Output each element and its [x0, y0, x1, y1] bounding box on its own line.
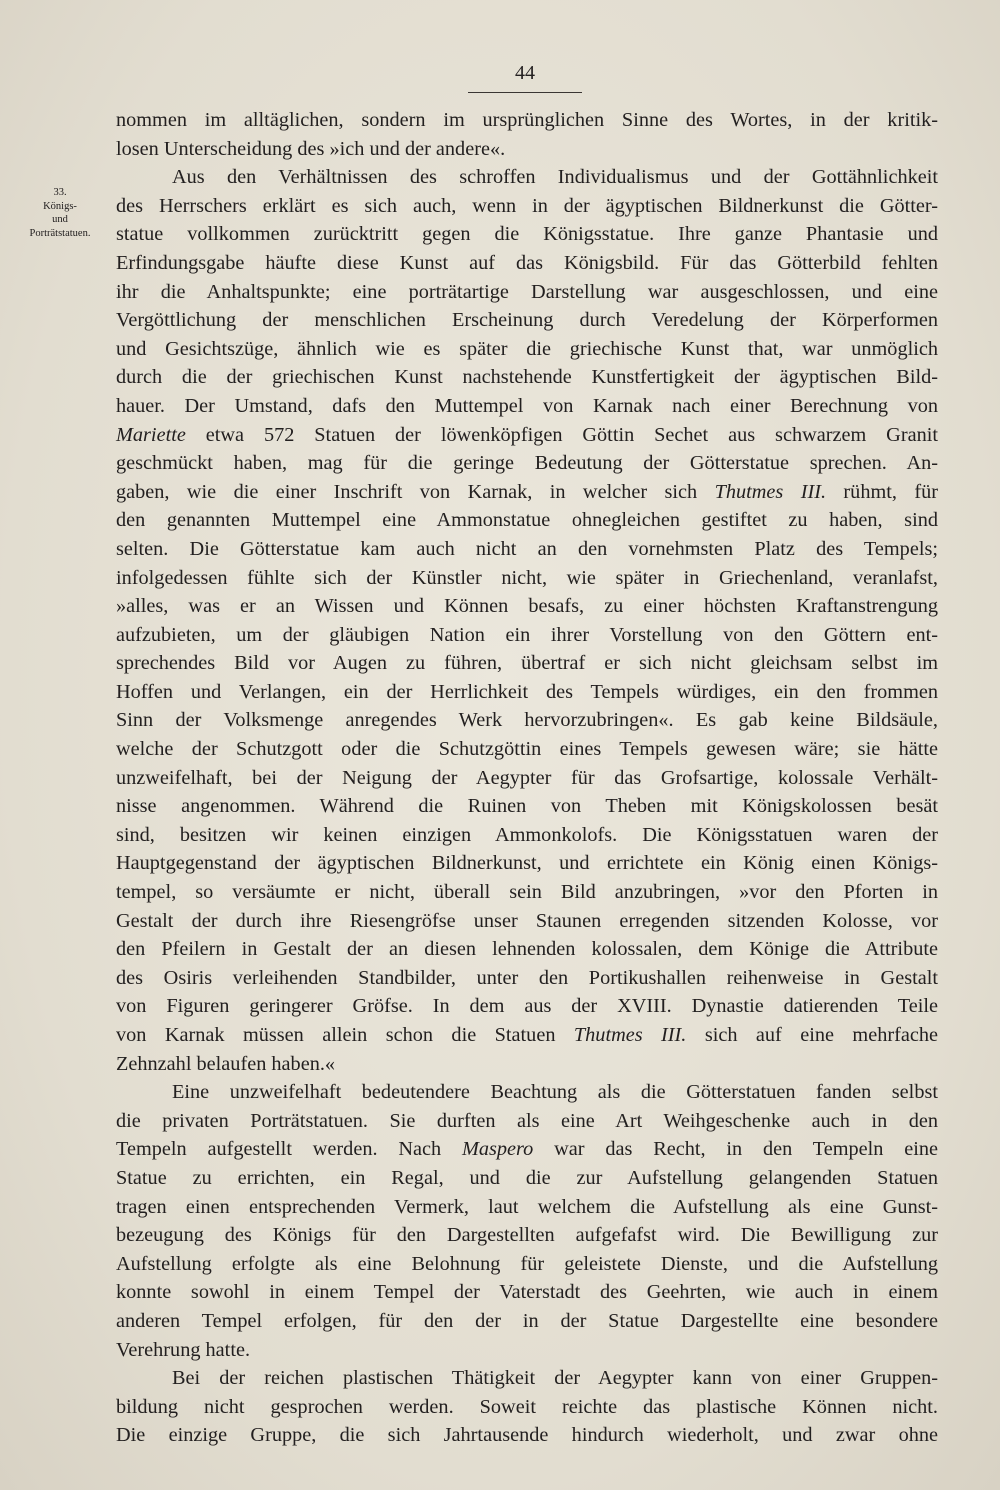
text-line: bezeugung des Königs für den Dargestellten aufgefafst wird. Die Bewilligung zur	[116, 1224, 938, 1247]
italic-name: Mariette	[116, 423, 186, 446]
text-line: nisse angenommen. Während die Ruinen von Theben mit Königskolossen besät	[116, 795, 938, 818]
text-line: den Pfeilern in Gestalt der an diesen lehnenden kolossalen, dem Könige die Attribute	[116, 938, 938, 961]
text-line: sind, besitzen wir keinen einzigen Ammonkolofs. Die Königsstatuen waren der	[116, 823, 938, 846]
text-line: des Osiris verleihenden Standbilder, unter den Portikushallen reihenweise in Gestalt	[116, 966, 938, 989]
text-line: gaben, wie die einer Inschrift von Karnak, in welcher sich Thutmes III. rühmt, für	[116, 480, 938, 503]
text-line: Gestalt der durch ihre Riesengröfse unser Staunen erregenden sitzenden Kolosse, vor	[116, 909, 938, 932]
text-line: von Figuren geringerer Gröfse. In dem aus der XVIII. Dynastie datierenden Teile	[116, 995, 938, 1018]
text-line: anderen Tempel erfolgen, für den der in der Statue Dargestellte eine besondere	[116, 1309, 938, 1332]
text-line: Aus den Verhältnissen des schroffen Individualismus und der Gottähnlichkeit	[172, 166, 938, 189]
text-line: Hauptgegenstand der ägyptischen Bildnerkunst, und errichtete ein König einen Königs-	[116, 852, 938, 875]
margin-note-section-number: 33.	[53, 187, 67, 198]
text-line: infolgedessen fühlte sich der Künstler nicht, wie später in Griechenland, veranlafst,	[116, 566, 938, 589]
text-line: die privaten Porträtstatuen. Sie durften als eine Art Weihgeschenke auch in den	[116, 1109, 938, 1132]
text-line: »alles, was er an Wissen und Können besafs, zu einer höchsten Kraftanstrengung	[116, 595, 938, 618]
text-line: Erfindungsgabe häufte diese Kunst auf das Königsbild. Für das Götterbild fehlten	[116, 251, 938, 274]
paragraph	[116, 106, 938, 163]
text-line: Hoffen und Verlangen, ein der Herrlichkeit des Tempels würdiges, ein den frommen	[116, 680, 938, 703]
text-line: Eine unzweifelhaft bedeutendere Beachtung als die Götterstatuen fanden selbst	[172, 1081, 938, 1104]
text-line: Bei der reichen plastischen Thätigkeit der Aegypter kann von einer Gruppen-	[172, 1367, 938, 1390]
margin-note-line: Königs-	[43, 200, 77, 212]
page-number: 44	[515, 62, 535, 84]
text-line: Tempeln aufgestellt werden. Nach Maspero war das Recht, in den Tempeln eine	[116, 1138, 939, 1161]
text-line: selten. Die Götterstatue kam auch nicht an den vornehmsten Platz des Tempels;	[116, 537, 938, 560]
text-line: welche der Schutzgott oder die Schutzgöttin eines Tempels gewesen wäre; sie hätte	[116, 738, 938, 761]
italic-name: Thutmes III.	[714, 480, 827, 503]
text-line: Mariette etwa 572 Statuen der löwenköpfigen Göttin Sechet aus schwarzem Granit	[116, 423, 938, 446]
text-line: ihr die Anhaltspunkte; eine porträtartige Darstellung war ausgeschlossen, und eine	[116, 280, 938, 303]
text-line: Vergöttlichung der menschlichen Erscheinung durch Veredelung der Körperformen	[116, 309, 938, 332]
text-line: des Herrschers erklärt es sich auch, wenn in der ägyptischen Bildnerkunst die Götter-	[116, 194, 938, 217]
paragraph	[116, 1364, 938, 1450]
text-line: statue vollkommen zurücktritt gegen die Königsstatue. Ihre ganze Phantasie und	[116, 223, 938, 246]
text-line: bildung nicht gesprochen werden. Soweit reichte das plastische Können nicht.	[116, 1395, 938, 1418]
paragraph	[116, 1078, 938, 1364]
text-line: von Karnak müssen allein schon die Statuen Thutmes III. sich auf eine mehrfache	[116, 1024, 938, 1046]
text-line: Statue zu errichten, ein Regal, und die zur Aufstellung gelangenden Statuen	[116, 1166, 938, 1189]
text-line: geschmückt haben, mag für die geringe Bedeutung der Götterstatue sprechen. An-	[116, 452, 938, 475]
text-line: den genannten Muttempel eine Ammonstatue ohnegleichen gestiftet zu haben, sind	[116, 509, 938, 532]
italic-name: Thutmes III.	[573, 1024, 687, 1046]
text-line: unzweifelhaft, bei der Neigung der Aegypter für das Grofsartige, kolossale Verhält-	[116, 766, 938, 789]
text-line: tragen einen entsprechenden Vermerk, laut welchem die Aufstellung als eine Gunst-	[116, 1195, 938, 1218]
text-line: tempel, so versäumte er nicht, überall sein Bild anzubringen, »vor den Pforten in	[116, 881, 938, 904]
margin-note-line: Porträtstatuen.	[29, 227, 91, 239]
margin-note-line: und	[52, 214, 68, 225]
text-line: sprechendes Bild vor Augen zu führen, übertraf er sich nicht gleichsam selbst im	[116, 652, 938, 675]
text-line: konnte sowohl in einem Tempel der Vaterstadt des Geehrten, wie auch in einem	[116, 1281, 938, 1304]
text-line: durch die der griechischen Kunst nachstehende Kunstfertigkeit der ägyptischen Bild-	[116, 366, 938, 389]
text-line: und Gesichtszüge, ähnlich wie es später die griechische Kunst that, war unmöglich	[116, 337, 938, 360]
text-line: Zehnzahl belaufen haben.«	[116, 1052, 336, 1075]
text-line: Die einzige Gruppe, die sich Jahrtausende hindurch wiederholt, und zwar ohne	[116, 1424, 938, 1447]
text-line: hauer. Der Umstand, dafs den Muttempel von Karnak nach einer Berechnung von	[116, 394, 938, 417]
text-line: losen Unterscheidung des »ich und der andere«.	[116, 137, 506, 160]
margin-note	[14, 186, 106, 240]
page-number-rule	[468, 92, 582, 93]
body-text	[116, 106, 938, 1450]
text-line: Sinn der Volksmenge anregendes Werk hervorzubringen«. Es gab keine Bildsäule,	[116, 709, 938, 732]
italic-name: Maspero	[461, 1138, 534, 1161]
text-line: nommen im alltäglichen, sondern im ursprünglichen Sinne des Wortes, in der kritik-	[116, 109, 938, 131]
text-line: Verehrung hatte.	[116, 1338, 251, 1361]
text-line: aufzubieten, um der gläubigen Nation ein ihrer Vorstellung von den Göttern ent-	[116, 623, 938, 646]
text-line: Aufstellung erfolgte als eine Belohnung für geleistete Dienste, und die Aufstellung	[116, 1252, 938, 1275]
paragraph	[116, 163, 938, 1078]
